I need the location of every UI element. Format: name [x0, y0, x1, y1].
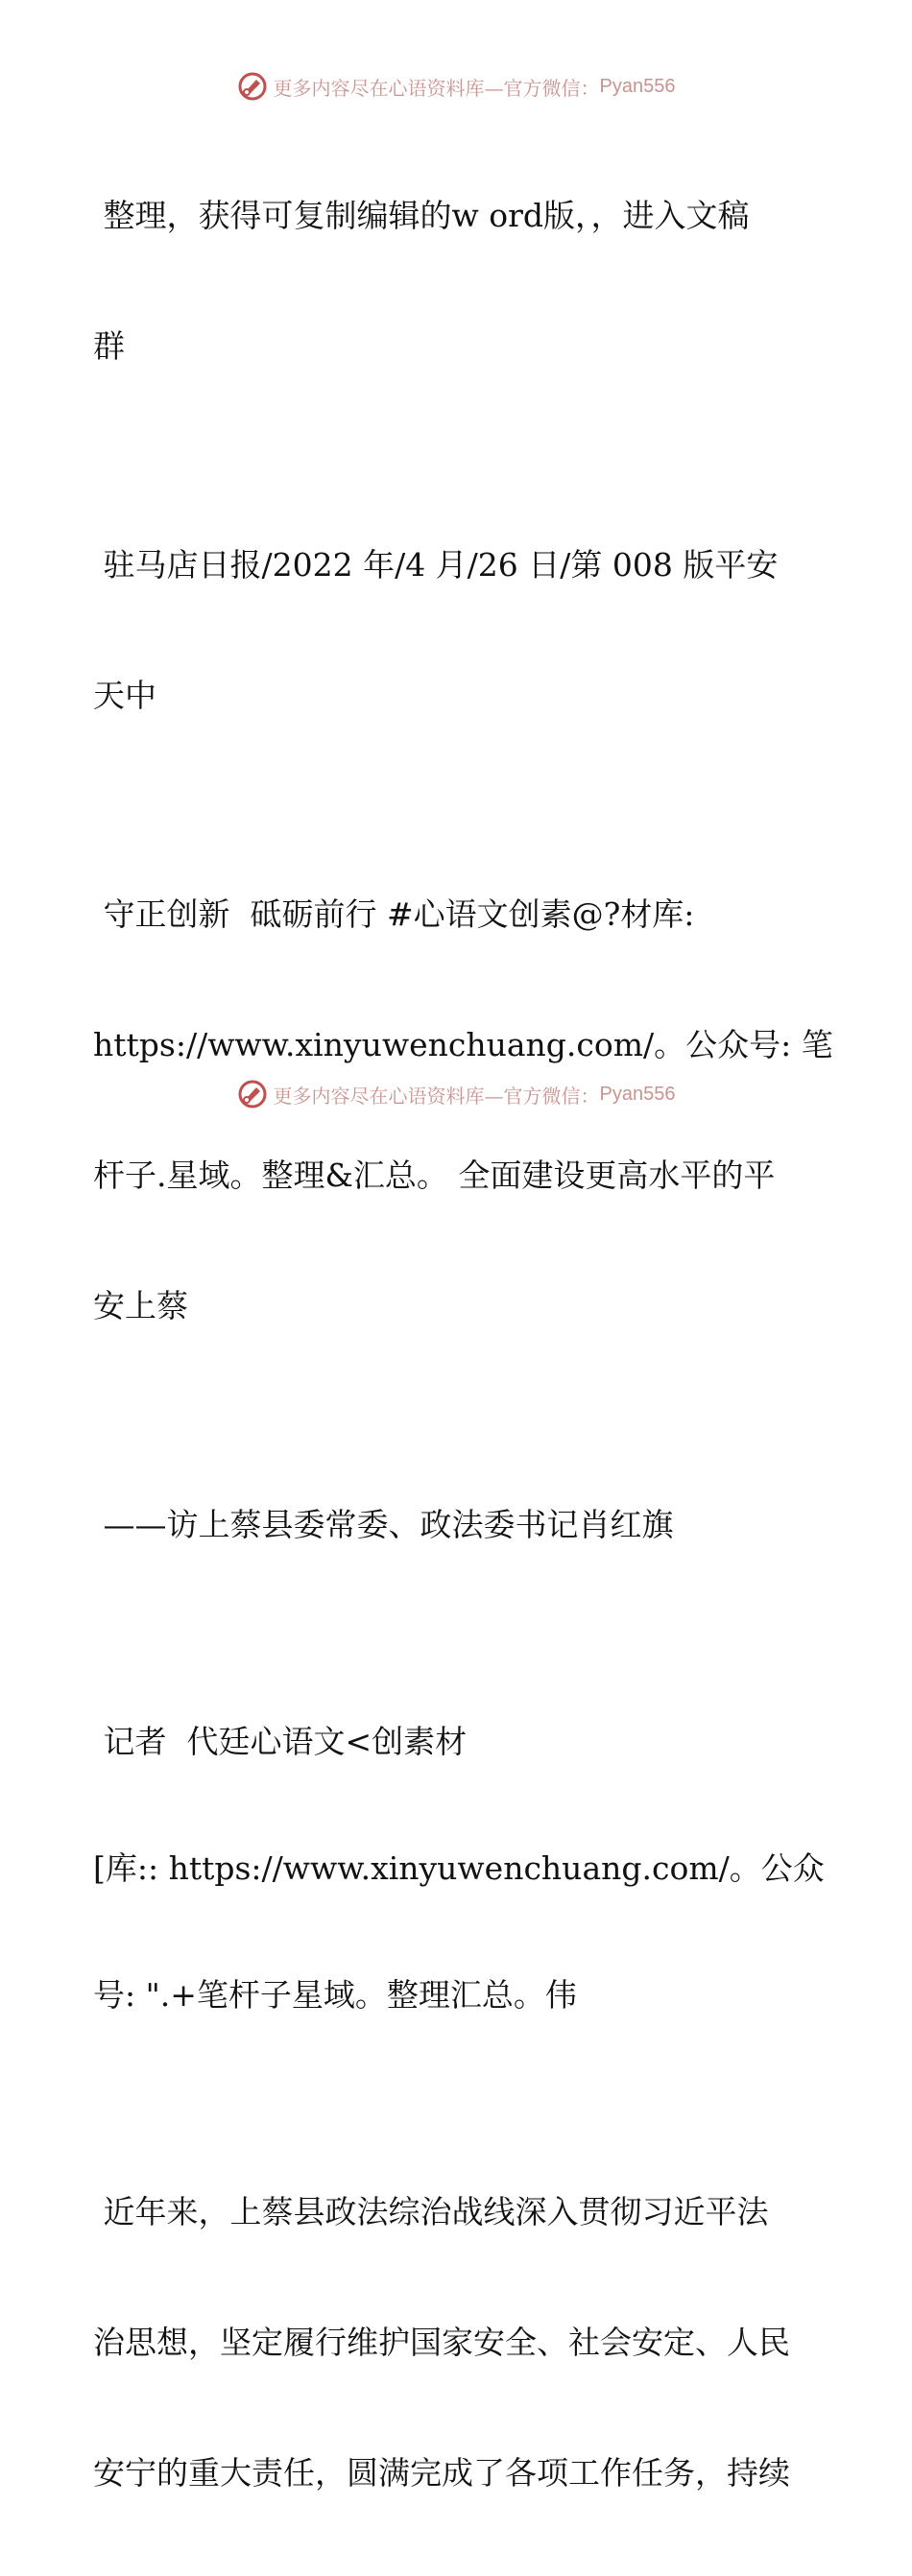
- footer-banner: [0, 1075, 912, 1113]
- banner-text: 更多内容尽在心语资料库—官方微信：: [273, 76, 600, 100]
- text-line: 天中: [93, 677, 156, 714]
- paragraph: [93, 463, 823, 799]
- text-line: [库:: https://www.xinyuwenchuang.com/。公众: [93, 1849, 825, 1887]
- text-line: 记者 代廷心语文<创素材: [93, 1723, 468, 1760]
- logo-icon: [237, 71, 268, 102]
- text-line: ——访上蔡县委常委、政法委书记肖红旗: [93, 1506, 674, 1543]
- paragraph: [93, 1641, 823, 2096]
- paragraph: [93, 2110, 823, 2576]
- text-line: 近年来，上蔡县政法综治战线深入贯彻习近平法: [93, 2193, 769, 2230]
- text-line: 安宁的重大责任，圆满完成了各项工作任务，持续: [93, 2454, 790, 2492]
- text-line: 整理，获得可复制编辑的w ord版，，进入文稿: [93, 197, 750, 234]
- paragraph: [93, 1422, 823, 1628]
- text-line: 群: [93, 327, 125, 365]
- paragraph: [93, 113, 823, 449]
- logo-icon: [237, 1079, 268, 1109]
- text-line: 安上蔡: [93, 1287, 188, 1324]
- text-line: 治思想，坚定履行维护国家安全、社会安定、人民: [93, 2324, 790, 2361]
- text-line: 守正创新 砥砺前行 #心语文创素@?材库:: [93, 895, 695, 933]
- banner-wechat-id: Pyan556: [599, 75, 676, 97]
- header-banner: [0, 67, 912, 106]
- document-body: [93, 113, 833, 2576]
- text-line: 杆子.星域。整理&汇总。 全面建设更高水平的平: [93, 1157, 776, 1194]
- banner-wechat-id: Pyan556: [599, 1083, 676, 1105]
- text-line: https://www.xinyuwenchuang.com/。公众号: 笔: [93, 1026, 833, 1063]
- banner-text: 更多内容尽在心语资料库—官方微信：: [273, 1084, 600, 1108]
- text-line: 驻马店日报/2022 年/4 月/26 日/第 008 版平安: [93, 546, 779, 584]
- text-line: 号: ".+笔杆子星域。整理汇总。伟: [93, 1976, 577, 2014]
